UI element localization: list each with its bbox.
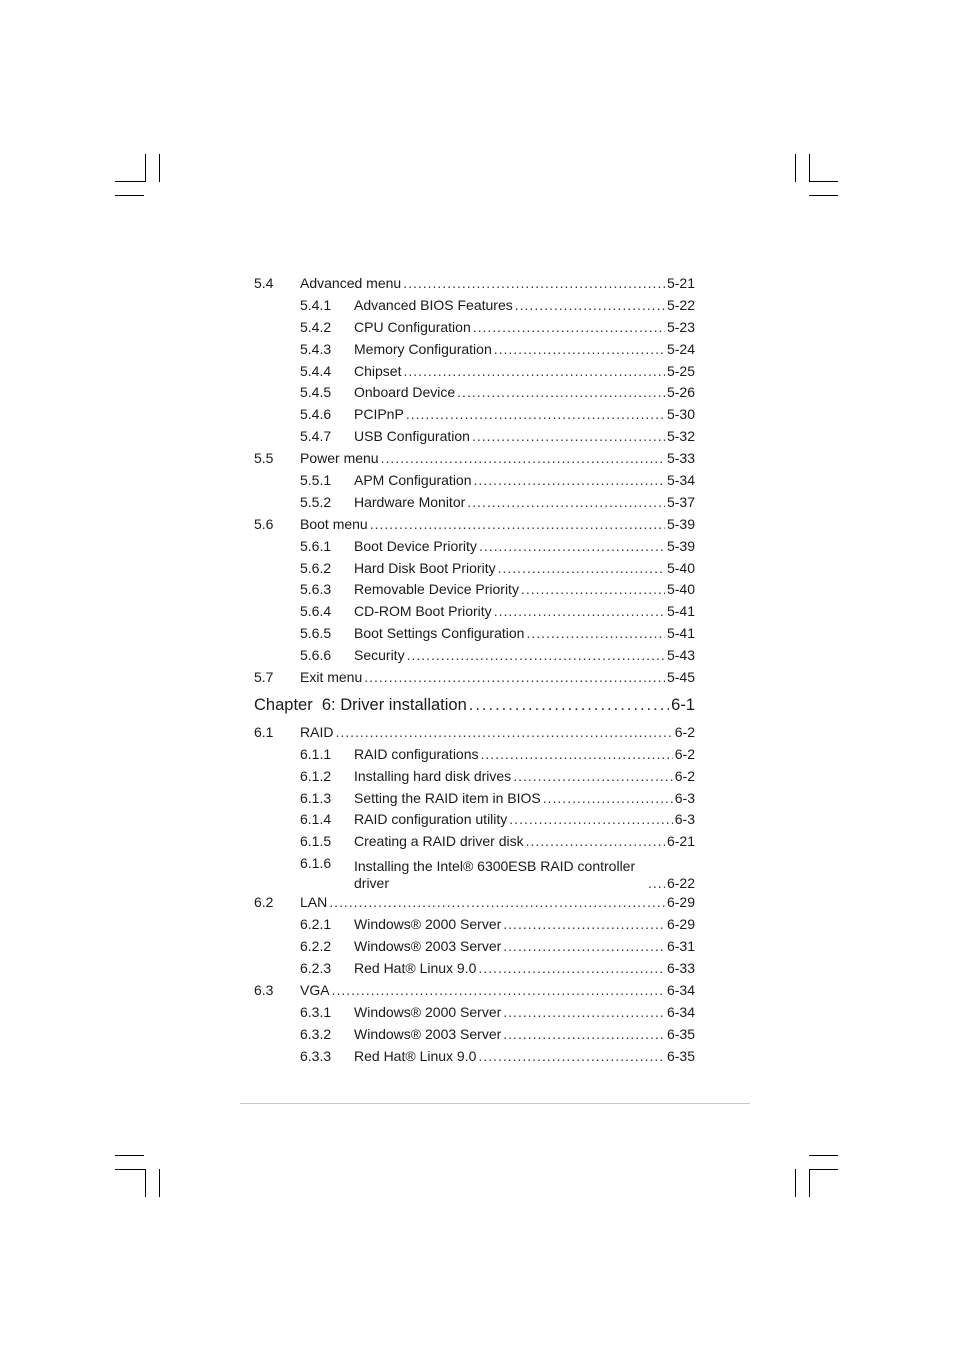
- page-number: 5-43: [666, 647, 695, 664]
- toc-entry-5-6[interactable]: [254, 514, 695, 536]
- section-title: Setting the RAID item in BIOS: [354, 789, 541, 806]
- section-number: 5.6.3: [300, 581, 332, 598]
- toc-entry-6-1-2[interactable]: [254, 766, 695, 788]
- toc-entry-6-1-6[interactable]: [254, 853, 695, 892]
- section-number: 5.7: [254, 669, 274, 686]
- section-number: 6.1.5: [300, 833, 332, 850]
- page-number: 5-24: [666, 340, 695, 357]
- crop-mark: [809, 1169, 810, 1197]
- toc-entry-6-2[interactable]: [254, 892, 695, 914]
- page-number: 5-32: [666, 428, 695, 445]
- toc-entry-5-4-6[interactable]: [254, 404, 695, 426]
- toc-entry-5-4-4[interactable]: [254, 361, 695, 383]
- section-title: Red Hat® Linux 9.0: [354, 1047, 477, 1064]
- toc-entry-6-3-3[interactable]: [254, 1046, 695, 1068]
- toc-entry-5-4-7[interactable]: [254, 426, 695, 448]
- page-number: 6-22: [666, 875, 695, 892]
- section-title: Windows® 2003 Server: [354, 938, 502, 955]
- page-number: 5-40: [666, 581, 695, 598]
- section-title: Exit menu: [300, 669, 363, 686]
- footer-rule: [240, 1103, 750, 1104]
- toc-entry-6-1-3[interactable]: [254, 788, 695, 810]
- crop-mark: [795, 1169, 796, 1197]
- page-number: 5-25: [666, 362, 695, 379]
- page-number: 6-2: [674, 723, 695, 740]
- page-number: 5-39: [666, 515, 695, 532]
- section-title: Removable Device Priority: [354, 581, 519, 598]
- page-number: 5-30: [666, 406, 695, 423]
- page-number: 6-29: [666, 916, 695, 933]
- toc-entry-5-6-3[interactable]: [254, 579, 695, 601]
- section-title: VGA: [300, 981, 330, 998]
- section-title: APM Configuration: [354, 472, 472, 489]
- section-title: Advanced BIOS Features: [354, 296, 513, 313]
- page-number: 6-3: [674, 789, 695, 806]
- section-number: 5.4.7: [300, 428, 332, 445]
- section-title: CD-ROM Boot Priority: [354, 603, 492, 620]
- section-title: RAID configurations: [354, 745, 479, 762]
- page-number: 6-3: [674, 811, 695, 828]
- section-number: 5.6.6: [300, 647, 332, 664]
- section-title: Windows® 2000 Server: [354, 1003, 502, 1020]
- section-title: LAN: [300, 894, 328, 911]
- page-number: 6-29: [666, 894, 695, 911]
- section-number: 5.4.4: [300, 362, 332, 379]
- toc-entry-6-1-4[interactable]: [254, 809, 695, 831]
- toc-entry-5-5-2[interactable]: [254, 492, 695, 514]
- toc-entry-5-4-1[interactable]: [254, 295, 695, 317]
- toc-entry-6-1-1[interactable]: [254, 744, 695, 766]
- section-number: 6.2.1: [300, 916, 332, 933]
- toc-entry-5-6-6[interactable]: [254, 645, 695, 667]
- section-title: Power menu: [300, 450, 379, 467]
- crop-mark: [115, 1169, 146, 1170]
- section-number: 6.3.2: [300, 1025, 332, 1042]
- section-number: 6.2.2: [300, 938, 332, 955]
- page-number: 6-1: [671, 695, 695, 714]
- section-number: 5.6.5: [300, 625, 332, 642]
- page-number: 6-31: [666, 938, 695, 955]
- section-number: 5.4.6: [300, 406, 332, 423]
- toc-entry-6-2-3[interactable]: [254, 958, 695, 980]
- section-number: 6.3.1: [300, 1003, 332, 1020]
- toc-entry-5-5[interactable]: [254, 448, 695, 470]
- crop-mark: [809, 1155, 838, 1156]
- toc-entry-6-1-5[interactable]: [254, 831, 695, 853]
- crop-mark: [145, 1169, 146, 1197]
- section-title: Windows® 2000 Server: [354, 916, 502, 933]
- toc-entry-5-6-1[interactable]: [254, 536, 695, 558]
- crop-mark: [809, 1169, 838, 1170]
- section-number: 6.2.3: [300, 959, 332, 976]
- section-title: Boot menu: [300, 515, 368, 532]
- page-number: 5-26: [666, 384, 695, 401]
- section-number: 5.5: [254, 450, 274, 467]
- toc-entry-5-6-5[interactable]: [254, 623, 695, 645]
- page-number: 6-33: [666, 959, 695, 976]
- section-title: Hardware Monitor: [354, 493, 466, 510]
- page-number: 6-21: [666, 833, 695, 850]
- toc-entry-5-4[interactable]: [254, 273, 695, 295]
- section-number: 5.4.2: [300, 318, 332, 335]
- section-number: 6.1.1: [300, 745, 332, 762]
- section-number: 6.1.6: [300, 855, 332, 872]
- section-number: 6.1.2: [300, 767, 332, 784]
- page-number: 5-34: [666, 472, 695, 489]
- crop-mark: [159, 1169, 160, 1197]
- section-title: RAID: [300, 723, 334, 740]
- section-number: 5.4.1: [300, 296, 332, 313]
- section-title: CPU Configuration: [354, 318, 471, 335]
- toc-entry-6-2-2[interactable]: [254, 936, 695, 958]
- section-title: Windows® 2003 Server: [354, 1025, 502, 1042]
- chapter-title: Chapter 6: Driver installation: [254, 695, 467, 714]
- page-number: 6-35: [666, 1047, 695, 1064]
- section-title: Onboard Device: [354, 384, 456, 401]
- page-number: 5-33: [666, 450, 695, 467]
- page-number: 5-37: [666, 493, 695, 510]
- section-number: 5.4.5: [300, 384, 332, 401]
- toc-entry-5-4-2[interactable]: [254, 317, 695, 339]
- toc-chapter-6[interactable]: [254, 689, 695, 722]
- section-title: Advanced menu: [300, 275, 402, 291]
- page-number: 5-23: [666, 318, 695, 335]
- crop-mark: [809, 181, 838, 182]
- page-number: 5-41: [666, 603, 695, 620]
- page-number: 6-35: [666, 1025, 695, 1042]
- toc-entry-5-7[interactable]: [254, 667, 695, 689]
- crop-mark: [809, 154, 810, 182]
- crop-mark: [795, 154, 796, 182]
- section-title: Hard Disk Boot Priority: [354, 559, 496, 576]
- toc-entry-5-5-1[interactable]: [254, 470, 695, 492]
- section-title: Installing hard disk drives: [354, 767, 512, 784]
- page-number: 5-39: [666, 537, 695, 554]
- crop-mark: [809, 195, 838, 196]
- toc-entry-6-3-2[interactable]: [254, 1024, 695, 1046]
- section-number: 5.6: [254, 515, 274, 532]
- section-title: RAID configuration utility: [354, 811, 508, 828]
- page-number: 6-34: [666, 1003, 695, 1020]
- page-number: 5-40: [666, 559, 695, 576]
- crop-mark: [115, 195, 144, 196]
- toc-entry-5-6-4[interactable]: [254, 601, 695, 623]
- table-of-contents: [254, 273, 695, 1067]
- section-number: 5.5.2: [300, 493, 332, 510]
- section-number: 6.1.4: [300, 811, 332, 828]
- page-number: 6-34: [666, 981, 695, 998]
- section-number: 6.3: [254, 981, 274, 998]
- toc-entry-6-2-1[interactable]: [254, 914, 695, 936]
- section-title: Installing the Intel® 6300ESB RAID controller driver: [354, 858, 636, 892]
- section-number: 5.4: [254, 275, 274, 291]
- crop-mark: [115, 1155, 144, 1156]
- section-number: 5.6.2: [300, 559, 332, 576]
- toc-entry-6-3[interactable]: [254, 980, 695, 1002]
- section-number: 5.5.1: [300, 472, 332, 489]
- section-title: Red Hat® Linux 9.0: [354, 959, 477, 976]
- page-number: 6-2: [674, 767, 695, 784]
- page-number: 6-2: [674, 745, 695, 762]
- section-number: 5.6.1: [300, 537, 332, 554]
- toc-entry-6-3-1[interactable]: [254, 1002, 695, 1024]
- toc-entry-6-1[interactable]: [254, 722, 695, 744]
- section-number: 5.6.4: [300, 603, 332, 620]
- section-title: USB Configuration: [354, 428, 470, 445]
- section-number: 5.4.3: [300, 340, 332, 357]
- section-title: Memory Configuration: [354, 340, 492, 357]
- section-number: 6.1: [254, 723, 274, 740]
- section-title: Boot Device Priority: [354, 537, 477, 554]
- page-number: 5-41: [666, 625, 695, 642]
- toc-entry-5-4-5[interactable]: [254, 382, 695, 404]
- crop-mark: [159, 154, 160, 182]
- section-title: Boot Settings Configuration: [354, 625, 525, 642]
- toc-entry-5-4-3[interactable]: [254, 339, 695, 361]
- crop-mark: [115, 181, 146, 182]
- section-title: PCIPnP: [354, 406, 404, 423]
- section-title: Chipset: [354, 362, 402, 379]
- section-number: 6.1.3: [300, 789, 332, 806]
- page-number: 5-21: [666, 275, 695, 291]
- page-number: 5-22: [666, 296, 695, 313]
- section-title: Security: [354, 647, 405, 664]
- toc-entry-5-6-2[interactable]: [254, 558, 695, 580]
- section-number: 6.2: [254, 894, 274, 911]
- section-number: 6.3.3: [300, 1047, 332, 1064]
- crop-mark: [145, 154, 146, 182]
- page-number: 5-45: [666, 669, 695, 686]
- section-title: Creating a RAID driver disk: [354, 833, 524, 850]
